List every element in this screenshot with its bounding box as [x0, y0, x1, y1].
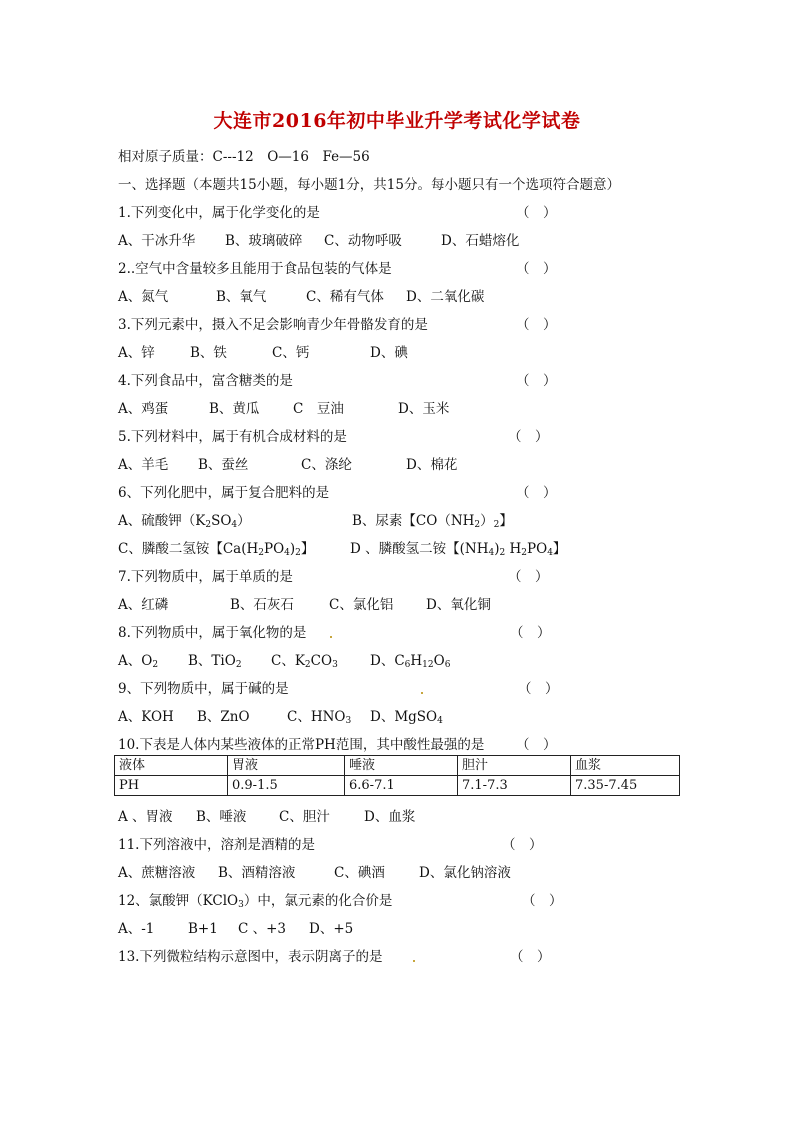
q5-option-a: A、羊毛 [118, 457, 169, 473]
q5-option-d: D、棉花 [406, 457, 458, 473]
q8-option-b: B、TiO$_2$ [188, 653, 242, 670]
question-8: 8.下列物质中，属于氧化物的是 [118, 625, 307, 641]
ph-table [114, 755, 680, 796]
q12-option-d: D、+5 [309, 921, 354, 937]
question-3: 3.下列元素中，摄入不足会影响青少年骨骼发育的是 [118, 317, 428, 333]
answer-blank-10: （ ） [516, 737, 557, 753]
q7-option-c: C、氯化铝 [329, 597, 394, 613]
q9-option-a: A、KOH [118, 709, 174, 725]
question-7: 7.下列物质中，属于单质的是 [118, 569, 293, 585]
q6-option-d: D 、膦酸氢二铵【$(NH_4)_2$ $H_2PO_4$】 [350, 541, 567, 558]
q5-option-c: C、涤纶 [301, 457, 352, 473]
question-12: 12、氯酸钾（KClO$_3$）中，氯元素的化合价是 [118, 893, 393, 910]
q3-option-b: B、铁 [190, 345, 227, 361]
q8-option-d: D、$C_6H_{12}O_6$ [370, 653, 451, 670]
question-11: 11.下列溶液中，溶剂是酒精的是 [118, 837, 315, 853]
q1-option-b: B、玻璃破碎 [225, 233, 303, 249]
q11-option-c: C、碘酒 [334, 865, 385, 881]
q9-option-b: B、ZnO [197, 709, 250, 725]
q6-option-a: A、硫酸钾$(K_2SO_4)$ [118, 513, 251, 530]
q2-option-b: B、氧气 [216, 289, 267, 305]
q2-option-c: C、稀有气体 [306, 289, 384, 305]
answer-blank-5: （ ） [508, 429, 549, 445]
q1-option-a: A、干冰升华 [118, 233, 196, 249]
question-1: 1.下列变化中，属于化学变化的是 [118, 205, 320, 221]
q9-option-c: C、$HNO_3$ [287, 709, 352, 726]
q10-option-b: B、唾液 [196, 809, 247, 825]
table-cell: 血浆 [571, 756, 680, 776]
answer-blank-12: （ ） [522, 893, 563, 909]
q11-option-b: B、酒精溶液 [218, 865, 296, 881]
table-cell: PH [115, 776, 228, 796]
question-2: 2..空气中含量较多且能用于食品包装的气体是 [118, 261, 392, 277]
stray-dot [413, 960, 415, 962]
table-cell: 6.6-7.1 [345, 776, 458, 796]
q4-option-d: D、玉米 [398, 401, 450, 417]
q6-option-c: C、膦酸二氢铵【$Ca(H_2PO_4)_2$】 [118, 541, 315, 558]
question-4: 4.下列食品中，富含糖类的是 [118, 373, 293, 389]
q11-option-a: A、蔗糖溶液 [118, 865, 196, 881]
answer-blank-2: （ ） [516, 261, 557, 277]
atomic-mass-line: 相对原子质量：C---12 O—16 Fe—56 [118, 149, 370, 165]
question-6: 6、下列化肥中，属于复合肥料的是 [118, 485, 330, 501]
q2-option-d: D、二氧化碳 [406, 289, 485, 305]
q12-option-c: C 、+3 [238, 921, 287, 937]
question-9: 9、下列物质中，属于碱的是 [118, 681, 289, 697]
q8-option-c: C、$K_2CO_3$ [271, 653, 338, 670]
stray-dot [421, 692, 423, 694]
q9-option-d: D、MgSO$_4$ [370, 709, 443, 726]
answer-blank-8: （ ） [510, 625, 551, 641]
q7-option-a: A、红磷 [118, 597, 169, 613]
question-10: 10.下表是人体内某些液体的正常PH范围，其中酸性最强的是 [118, 737, 485, 753]
section-heading: 一、选择题（本题共15小题，每小题1分，共15分。每小题只有一个选项符合题意） [118, 177, 620, 193]
table-row [115, 756, 680, 776]
q3-option-a: A、锌 [118, 345, 155, 361]
q10-option-a: A 、胃液 [118, 809, 173, 825]
table-row [115, 776, 680, 796]
table-cell: 胃液 [228, 756, 345, 776]
exam-title: 大连市2016年初中毕业升学考试化学试卷 [213, 110, 581, 132]
table-cell: 胆汁 [458, 756, 571, 776]
q12-option-b: B+1 [188, 921, 218, 937]
question-13: 13.下列微粒结构示意图中，表示阴离子的是 [118, 949, 383, 965]
table-cell: 0.9-1.5 [228, 776, 345, 796]
q4-option-c: C 豆油 [293, 401, 344, 417]
table-cell: 7.35-7.45 [571, 776, 680, 796]
answer-blank-11: （ ） [502, 837, 543, 853]
q5-option-b: B、蚕丝 [198, 457, 249, 473]
answer-blank-3: （ ） [516, 317, 557, 333]
q10-option-d: D、血浆 [364, 809, 416, 825]
stray-dot [330, 636, 332, 638]
table-cell: 液体 [115, 756, 228, 776]
q4-option-b: B、黄瓜 [209, 401, 260, 417]
q7-option-d: D、氧化铜 [426, 597, 491, 613]
q7-option-b: B、石灰石 [230, 597, 294, 613]
q12-option-a: A、-1 [118, 921, 155, 937]
q1-option-d: D、石蜡熔化 [441, 233, 520, 249]
q1-option-c: C、动物呼吸 [324, 233, 402, 249]
q3-option-c: C、钙 [272, 345, 310, 361]
q3-option-d: D、碘 [370, 345, 408, 361]
q6-option-b: B、尿素【$CO(NH_2)_2$】 [352, 513, 513, 530]
q2-option-a: A、氮气 [118, 289, 169, 305]
answer-blank-13: （ ） [510, 949, 551, 965]
q4-option-a: A、鸡蛋 [118, 401, 169, 417]
table-cell: 7.1-7.3 [458, 776, 571, 796]
answer-blank-9: （ ） [518, 681, 559, 697]
question-5: 5.下列材料中，属于有机合成材料的是 [118, 429, 347, 445]
answer-blank-4: （ ） [516, 373, 557, 389]
q11-option-d: D、氯化钠溶液 [419, 865, 511, 881]
answer-blank-7: （ ） [508, 569, 549, 585]
answer-blank-1: （ ） [516, 205, 557, 221]
q10-option-c: C、胆汁 [279, 809, 330, 825]
q8-option-a: A、$O_2$ [118, 653, 159, 670]
answer-blank-6: （ ） [516, 485, 557, 501]
table-cell: 唾液 [345, 756, 458, 776]
